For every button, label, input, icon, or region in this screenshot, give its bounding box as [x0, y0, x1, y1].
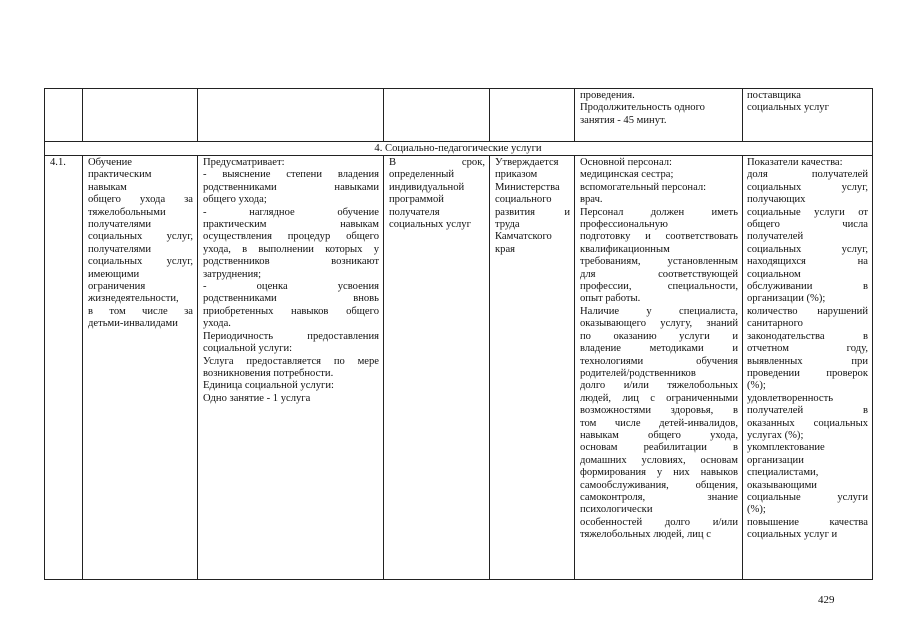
- top-row-quality-cell: [747, 90, 868, 115]
- text-line: социальных услуг,: [747, 181, 868, 193]
- section-row-bottom-border: [44, 155, 873, 156]
- text-line: родителей/родственников: [580, 367, 696, 379]
- text-line: самообслуживания, общения,: [580, 479, 738, 491]
- text-line: оказывающими: [747, 479, 817, 491]
- text-line: затруднения;: [203, 268, 262, 280]
- text-line: общего числа: [747, 219, 868, 231]
- text-line: Показатели качества:: [747, 157, 843, 168]
- text-line: - наглядное обучение: [203, 206, 379, 218]
- text-line: осуществления процедур общего: [203, 231, 379, 243]
- text-line: получателя: [389, 206, 440, 218]
- text-line: ухода, в выполнении которых у: [203, 243, 379, 255]
- text-line: получателей в: [747, 405, 868, 417]
- text-line: услугах (%);: [747, 429, 804, 441]
- text-line: развития и: [495, 206, 570, 218]
- text-line: социального: [495, 194, 552, 206]
- text-line: приобретенных навыков общего: [203, 305, 379, 317]
- text-line: санитарного: [747, 318, 803, 330]
- text-line: социальных услуг,: [747, 243, 868, 255]
- text-line: навыкам: [88, 181, 127, 193]
- text-line: социальных услуг: [747, 102, 829, 114]
- text-line: самоконтроля, знание: [580, 491, 738, 503]
- text-line: находящихся на: [747, 256, 868, 268]
- text-line: ухода.: [203, 318, 231, 330]
- text-line: для соответствующей: [580, 268, 738, 280]
- text-line: Основной персонал:: [580, 157, 672, 168]
- column-divider: [82, 88, 83, 141]
- text-line: организации (%);: [747, 293, 826, 305]
- text-line: (%);: [747, 504, 766, 516]
- service-quality-cell: [747, 157, 868, 542]
- column-divider: [197, 88, 198, 141]
- text-line: социальных услуг и: [747, 529, 838, 541]
- text-line: жизнедеятельности,: [88, 293, 179, 305]
- text-line: врач.: [580, 194, 603, 206]
- text-line: получающих: [747, 194, 806, 206]
- text-line: Единица социальной услуги:: [203, 380, 334, 392]
- text-line: возможностями здоровья, в: [580, 405, 738, 417]
- text-line: Предусматривает:: [203, 157, 285, 168]
- text-line: долго и/или тяжелобольных: [580, 380, 738, 392]
- text-line: организации: [747, 454, 804, 466]
- text-line: проведения.: [580, 90, 635, 101]
- text-line: Периодичность предоставления: [203, 330, 379, 342]
- text-line: технологиями обучения: [580, 355, 738, 367]
- text-line: опыт работы.: [580, 293, 641, 305]
- text-line: получателями: [88, 243, 152, 255]
- text-line: людей, лиц с ограниченными: [580, 392, 738, 404]
- text-line: - оценка усвоения: [203, 281, 379, 293]
- service-name-cell: [88, 157, 193, 331]
- text-line: родственниками вновь: [203, 293, 379, 305]
- text-line: края: [495, 243, 516, 255]
- text-line: доля получателей: [747, 169, 868, 181]
- text-line: требованиям, установленным: [580, 256, 738, 268]
- text-line: повышение качества: [747, 516, 868, 528]
- text-line: основам реабилитации в: [580, 442, 738, 454]
- text-line: Обучение: [88, 157, 133, 168]
- text-line: Продолжительность одного: [580, 102, 705, 114]
- text-line: индивидуальной: [389, 181, 465, 193]
- column-divider: [197, 155, 198, 580]
- service-description-cell: [203, 157, 379, 405]
- text-line: родственников возникают: [203, 256, 379, 268]
- text-line: поставщика: [747, 90, 801, 101]
- column-divider: [383, 88, 384, 141]
- text-line: вспомогательный персонал:: [580, 181, 707, 193]
- text-line: социальных услуг,: [88, 256, 193, 268]
- text-line: общего ухода за: [88, 194, 193, 206]
- text-line: психологически: [580, 504, 653, 516]
- column-divider: [742, 155, 743, 580]
- text-line: (%);: [747, 380, 766, 392]
- text-line: социальные услуги от: [747, 206, 868, 218]
- column-divider: [489, 155, 490, 580]
- text-line: - выяснение степени владения: [203, 169, 379, 181]
- text-line: социальные услуги: [747, 491, 868, 503]
- text-line: проведении проверок: [747, 367, 868, 379]
- text-line: имеющими: [88, 268, 140, 280]
- text-line: занятия - 45 минут.: [580, 114, 667, 126]
- service-number: 4.1.: [50, 157, 66, 168]
- text-line: формирования у них навыков: [580, 467, 738, 479]
- text-line: Камчатского: [495, 231, 552, 243]
- table-top-border: [44, 88, 873, 89]
- text-line: социальных услуг: [389, 219, 471, 231]
- text-line: домашних условиях, основам: [580, 454, 738, 466]
- table-bottom-border: [44, 579, 873, 580]
- text-line: Услуга предоставляется по мере: [203, 355, 379, 367]
- text-line: практическим: [88, 169, 152, 181]
- text-line: количество нарушений: [747, 305, 868, 317]
- text-line: законодательства в: [747, 330, 868, 342]
- text-line: обслуживании в: [747, 281, 868, 293]
- column-divider: [489, 88, 490, 141]
- text-line: труда: [495, 219, 520, 231]
- text-line: медицинская сестра;: [580, 169, 674, 181]
- table-left-border: [44, 88, 45, 580]
- text-line: тяжелобольными: [88, 206, 166, 218]
- page-number: 429: [818, 594, 835, 606]
- text-line: общего ухода;: [203, 194, 267, 206]
- text-line: детьми-инвалидами: [88, 318, 178, 330]
- text-line: возникновения потребности.: [203, 367, 334, 379]
- text-line: Наличие у специалиста,: [580, 305, 738, 317]
- column-divider: [742, 88, 743, 141]
- text-line: определенный: [389, 169, 455, 181]
- text-line: Утверждается: [495, 157, 559, 168]
- text-line: Персонал должен иметь: [580, 206, 738, 218]
- text-line: владение методиками и: [580, 343, 738, 355]
- text-line: Министерства: [495, 181, 560, 193]
- text-line: получателями: [88, 219, 152, 231]
- text-line: социальном: [747, 268, 801, 280]
- text-line: Одно занятие - 1 услуга: [203, 392, 311, 404]
- text-line: по оказанию услуги и: [580, 330, 738, 342]
- text-line: ограничения: [88, 281, 146, 293]
- text-line: навыкам общего ухода,: [580, 429, 738, 441]
- column-divider: [574, 155, 575, 580]
- text-line: тяжелобольных людей, лиц с: [580, 529, 711, 541]
- text-line: квалификационным: [580, 243, 670, 255]
- text-line: В срок,: [389, 157, 485, 168]
- table-right-border: [872, 88, 873, 580]
- text-line: подготовку и соответствовать: [580, 231, 738, 243]
- text-line: том числе детей-инвалидов,: [580, 417, 738, 429]
- text-line: в том числе за: [88, 305, 193, 317]
- text-line: специалистами,: [747, 467, 819, 479]
- text-line: социальной услуги:: [203, 343, 293, 355]
- text-line: программой: [389, 194, 444, 206]
- text-line: профессии, специальности,: [580, 281, 738, 293]
- text-line: укомплектование: [747, 442, 825, 454]
- text-line: оказывающего услугу, знаний: [580, 318, 738, 330]
- service-term-cell: [389, 157, 485, 231]
- service-conditions-cell: [580, 157, 738, 542]
- text-line: профессиональную: [580, 219, 668, 231]
- text-line: удовлетворенность: [747, 392, 834, 404]
- text-line: выявленных при: [747, 355, 868, 367]
- text-line: отчетном году,: [747, 343, 868, 355]
- column-divider: [383, 155, 384, 580]
- service-tariff-cell: [495, 157, 570, 256]
- text-line: получателей: [747, 231, 804, 243]
- text-line: социальных услуг,: [88, 231, 193, 243]
- text-line: родственниками навыками: [203, 181, 379, 193]
- text-line: приказом: [495, 169, 538, 181]
- text-line: особенностей долго и/или: [580, 516, 738, 528]
- column-divider: [574, 88, 575, 141]
- text-line: оказанных социальных: [747, 417, 868, 429]
- text-line: практическим навыкам: [203, 219, 379, 231]
- section-title: 4. Социально-педагогические услуги: [374, 143, 542, 154]
- column-divider: [82, 155, 83, 580]
- section-row-top-border: [44, 141, 873, 142]
- top-row-conditions-cell: [580, 90, 738, 127]
